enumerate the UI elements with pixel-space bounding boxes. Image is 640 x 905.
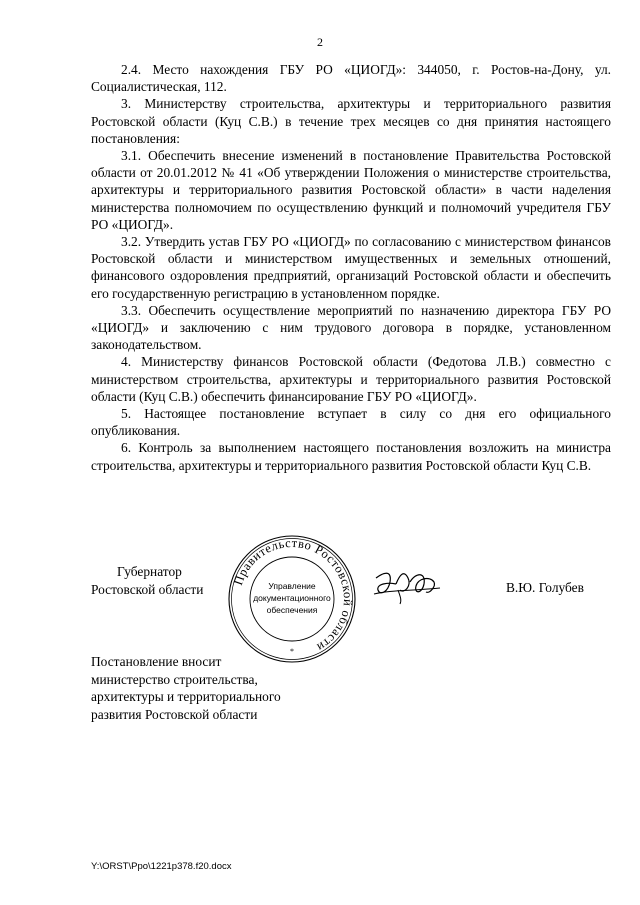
submitted-by-line1: Постановление вносит bbox=[91, 654, 222, 669]
seal-inner-line2: документационного bbox=[253, 593, 331, 603]
signatory-title-line1: Губернатор bbox=[117, 564, 182, 579]
paragraph-5: 5. Настоящее постановление вступает в силу со дня его официального опубликования. bbox=[91, 406, 611, 439]
paragraph-6: 6. Контроль за выполнением настоящего постановления возложить на министра строительства, архитектуры и территориального развития Ростовской области Куц С.В. bbox=[91, 440, 611, 473]
file-path-footer: Y:\ORST\Ppo\1221p378.f20.docx bbox=[91, 861, 232, 872]
official-seal bbox=[226, 533, 358, 665]
paragraph-3-1: 3.1. Обеспечить внесение изменений в постановление Правительства Ростовской области от 20.01.2012 № 41 «Об утверждении Положения о министерстве строительства, архитектуры и территориального развития Ростовской области» в части наделения министерства полномочием по осуществлению функций и полномочий учредителя ГБУ РО «ЦИОГД». bbox=[91, 148, 611, 232]
page-number: 2 bbox=[317, 35, 323, 49]
paragraph-3-3: 3.3. Обеспечить осуществление мероприятий по назначению директора ГБУ РО «ЦИОГД» и заключению с ним трудового договора в порядке, установленном законодательством. bbox=[91, 302, 611, 353]
paragraph-2-4: 2.4. Место нахождения ГБУ РО «ЦИОГД»: 344050, г. Ростов-на-Дону, ул. Социалистическая, 112. bbox=[91, 62, 611, 95]
submitted-by-line2: министерство строительства, bbox=[91, 671, 258, 687]
paragraph-4: 4. Министерству финансов Ростовской области (Федотова Л.В.) совместно с министерством строительства, архитектуры и территориального развития Ростовской области (Куц С.В.) обеспечить финансирование ГБУ РО «ЦИОГД». bbox=[91, 354, 611, 404]
signatory-title bbox=[91, 563, 203, 598]
submitted-by-line3: архитектуры и территориального bbox=[91, 689, 281, 705]
document-body bbox=[91, 61, 611, 474]
paragraph-3: 3. Министерству строительства, архитектуры и территориального развития Ростовской области (Куц С.В.) в течение трех месяцев со дня принятия настоящего постановления: bbox=[91, 96, 611, 146]
seal-inner-line1: Управление bbox=[268, 581, 316, 591]
handwritten-signature bbox=[370, 560, 460, 610]
submitted-by-line4: развития Ростовской области bbox=[91, 706, 258, 722]
signatory-name: В.Ю. Голубев bbox=[506, 580, 584, 595]
signatory-title-line2: Ростовской области bbox=[91, 581, 204, 597]
paragraph-3-2: 3.2. Утвердить устав ГБУ РО «ЦИОГД» по согласованию с министерством финансов Ростовской области и министерством имущественных и земельных отношений, финансового оздоровления предприятий, организаций Ростовской области и обеспечить его государственную регистрацию в установленном порядке. bbox=[91, 234, 611, 301]
svg-text:*: * bbox=[290, 647, 294, 656]
submitted-by-note bbox=[91, 653, 281, 723]
seal-outer-textpath: Правительство Ростовской области bbox=[231, 535, 356, 655]
seal-inner-line3: обеспечения bbox=[266, 605, 318, 615]
